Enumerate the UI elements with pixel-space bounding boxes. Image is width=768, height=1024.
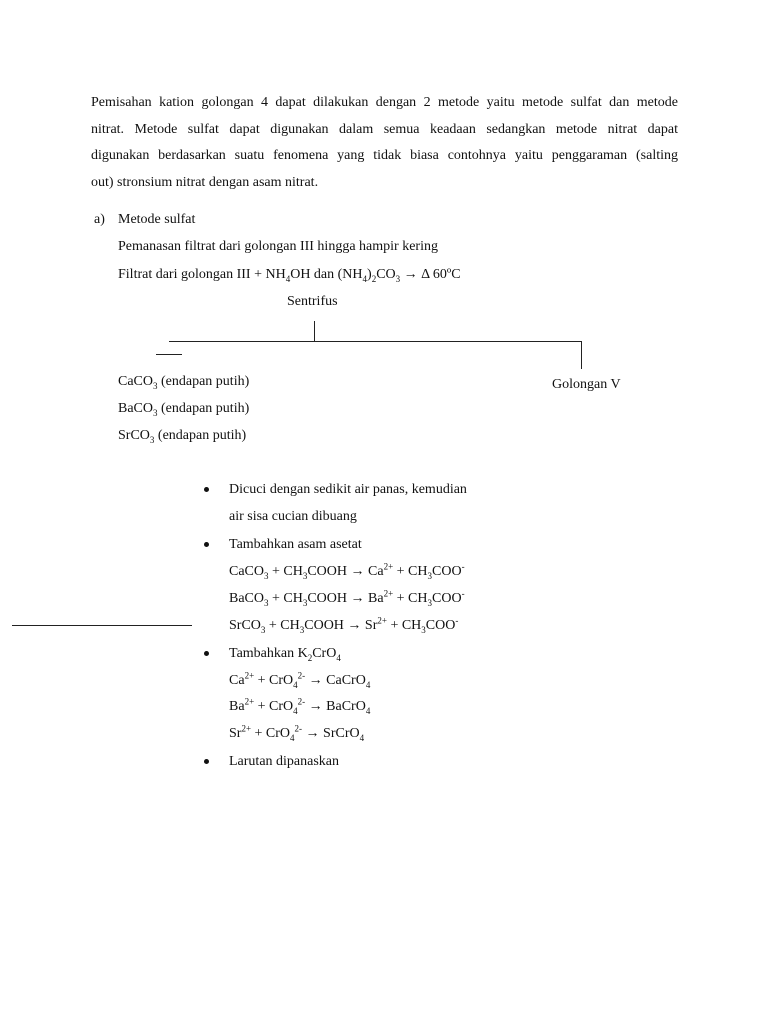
bullet-acetic: Tambahkan asam asetat [229,537,362,552]
equation-ba-acetic: BaCO$_3$ + $CH_3COOH \to Ba^{2+} + CH_3COO^-$ [229,588,465,608]
step-heating: Pemanasan filtrat dari golongan III hingga hampir kering [118,239,438,254]
equation-ca-chromate: $Ca^{2+} + CrO_4^{2-}$ → CaCrO$_4$ [229,670,371,690]
bullet-heat: Larutan dipanaskan [229,754,340,769]
flow-line-left [156,354,182,355]
equation-ba-chromate: $Ba^{2+} + CrO_4^{2-}$ → BaCrO$_4$ [229,696,371,716]
intro-line: Pemisahan kation golongan 4 dapat dilakukan dengan 2 metode yaitu metode sulfat dan metode [91,95,678,110]
flow-line-right [581,341,582,369]
precipitate-baco3: BaCO$_3$ (endapan putih) [118,401,250,418]
filtrate-golongan-v: Golongan V [552,377,621,392]
precipitate-caco3: CaCO$_3$ (endapan putih) [118,374,250,391]
bullet-chromate: Tambahkan $K_2CrO_4$ [229,646,341,663]
centrifuge-label: Sentrifus [287,294,338,309]
precipitate-srco3: SrCO$_3$ (endapan putih) [118,428,247,445]
bullet-icon [204,542,212,550]
bullet-wash-line2: air sisa cucian dibuang [229,509,357,524]
flow-line-split [169,341,581,342]
bullet-icon [204,651,212,659]
flow-line-waste [12,625,192,626]
section-title: Metode sulfat [118,212,196,227]
bullet-icon [204,759,212,767]
flow-line-stem [314,321,315,341]
intro-line: out) stronsium nitrat dengan asam nitrat. [91,175,319,191]
intro-line: nitrat. Metode sulfat dapat digunakan dalam semua keadaan sedangkan metode nitrat dapat [91,121,678,137]
intro-paragraph [91,90,678,197]
equation-ca-acetic: CaCO$_3$ + $CH_3COOH \to Ca^{2+} + CH_3COO^-$ [229,561,465,581]
bullet-icon [204,487,212,495]
equation-sr-acetic: SrCO$_3$ + $CH_3COOH \to Sr^{2+} + CH_3COO^-$ [229,615,459,635]
bullet-wash-line1: Dicuci dengan sedikit air panas, kemudian [229,482,467,497]
list-marker: a) [94,212,105,227]
step-reagent: Filtrat dari golongan III + $NH_4OH$ dan $(NH_4)_2CO_3 \to \Delta$ 60ºC [118,267,461,284]
equation-sr-chromate: $Sr^{2+} + CrO_4^{2-}$ → SrCrO$_4$ [229,723,365,743]
intro-line: digunakan berdasarkan suatu fenomena yang tidak biasa contohnya yaitu penggaraman (salting [91,148,678,164]
